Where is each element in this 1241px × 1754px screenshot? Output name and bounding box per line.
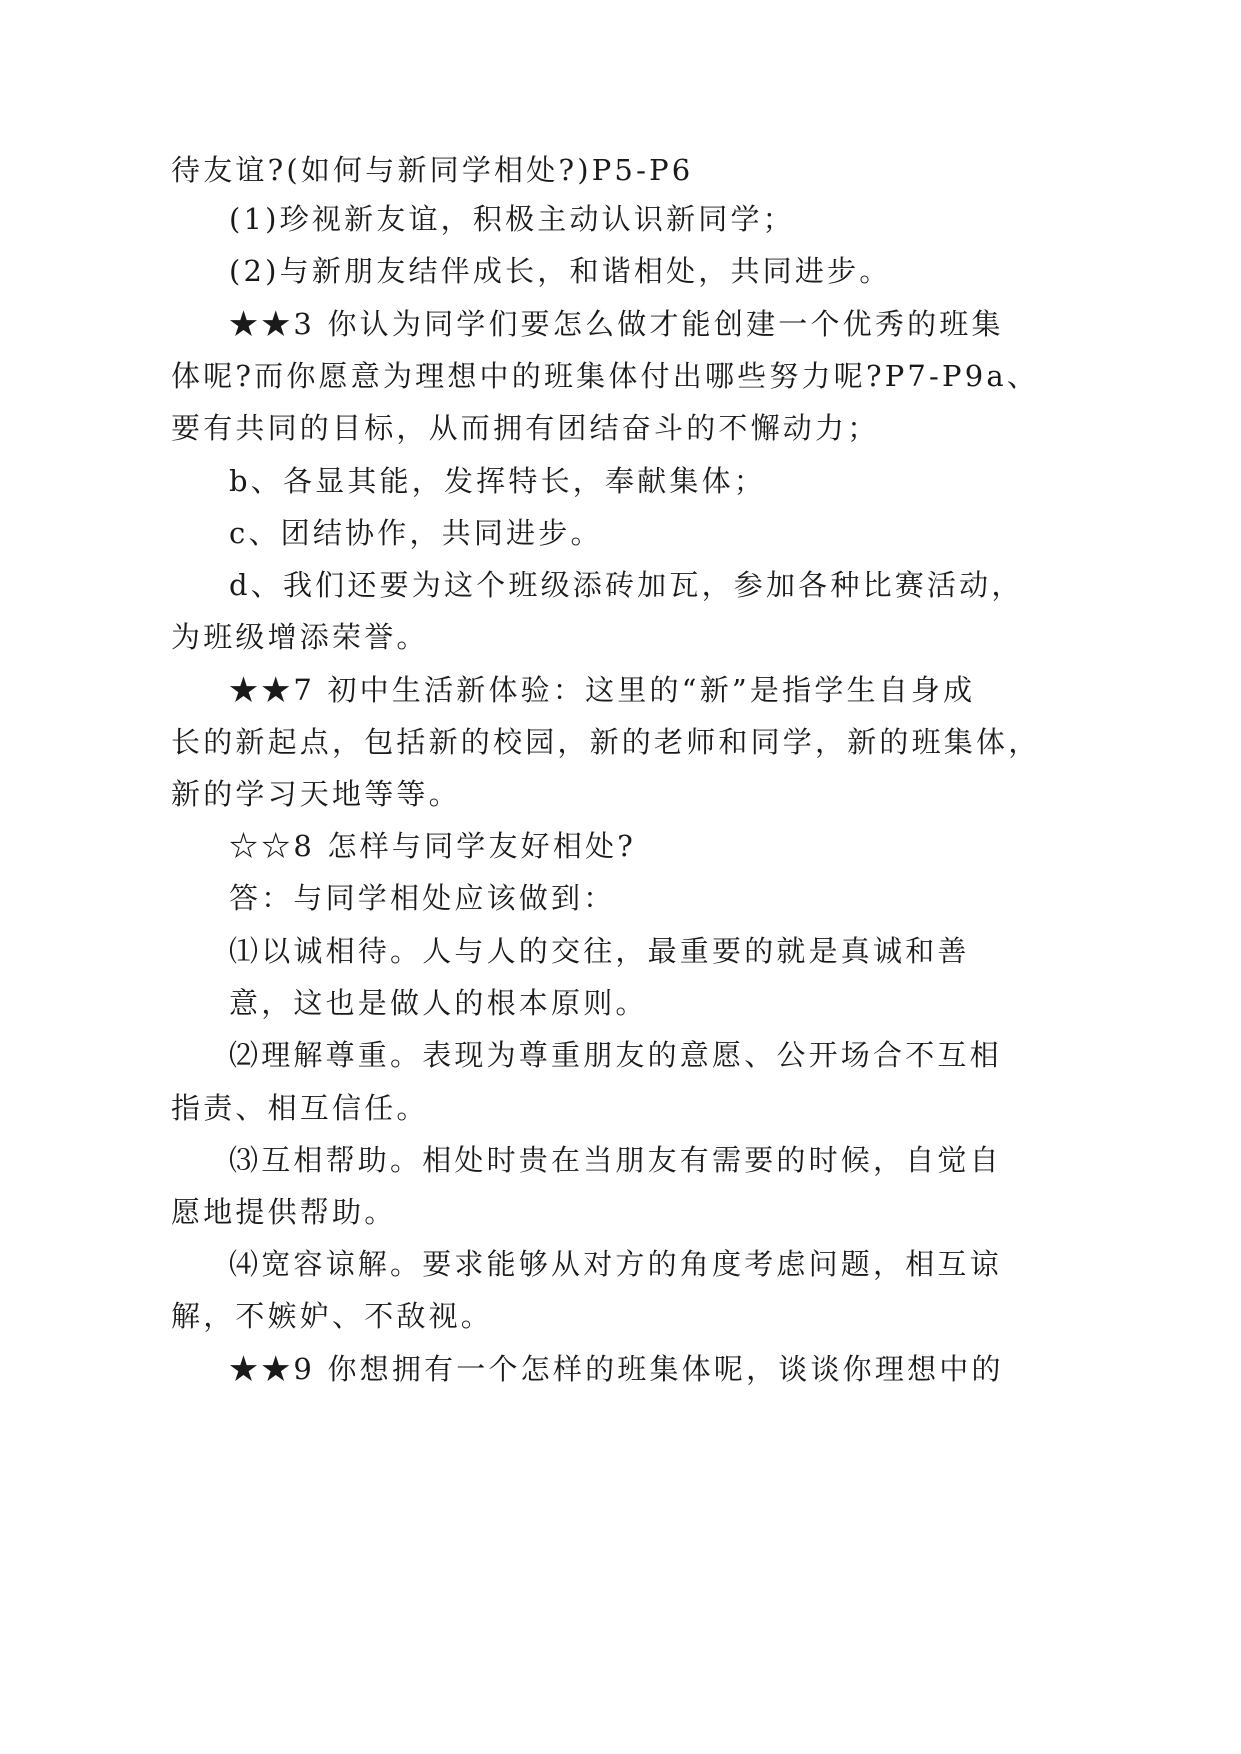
text-line-16: ⑴以诚相待。人与人的交往，最重要的就是真诚和善: [229, 934, 970, 968]
text-line-9: d、我们还要为这个班级添砖加瓦，参加各种比赛活动，: [229, 568, 1024, 602]
text-line-13: 新的学习天地等等。: [171, 777, 461, 811]
text-line-6: 要有共同的目标，从而拥有团结奋斗的不懈动力；: [171, 411, 880, 445]
text-line-17: 意，这也是做人的根本原则。: [229, 986, 648, 1020]
text-line-12: 长的新起点，包括新的校园，新的老师和同学，新的班集体，: [171, 725, 1041, 759]
text-line-14: ☆☆8 怎样与同学友好相处?: [229, 829, 637, 863]
text-line-8: c、团结协作，共同进步。: [229, 516, 603, 550]
text-line-11: ★★7 初中生活新体验：这里的“新”是指学生自身成: [229, 673, 976, 707]
text-line-21: 愿地提供帮助。: [171, 1195, 397, 1229]
text-line-24: ★★9 你想拥有一个怎样的班集体呢，谈谈你理想中的: [229, 1352, 1004, 1386]
text-line-5: 体呢?而你愿意为理想中的班集体付出哪些努力呢?P7-P9a、: [171, 359, 1040, 393]
text-line-23: 解，不嫉妒、不敌视。: [171, 1299, 494, 1333]
text-line-19: 指责、相互信任。: [171, 1091, 429, 1125]
text-line-10: 为班级增添荣誉。: [171, 620, 429, 654]
text-line-2: (1)珍视新友谊，积极主动认识新同学；: [229, 202, 795, 236]
text-line-4: ★★3 你认为同学们要怎么做才能创建一个优秀的班集: [229, 307, 1004, 341]
text-line-20: ⑶互相帮助。相处时贵在当朋友有需要的时候，自觉自: [229, 1143, 1002, 1177]
text-line-15: 答：与同学相处应该做到：: [229, 881, 616, 915]
text-line-22: ⑷宽容谅解。要求能够从对方的角度考虑问题，相互谅: [229, 1247, 1002, 1281]
text-line-7: b、各显其能，发挥特长，奉献集体；: [229, 464, 766, 498]
text-line-1: 待友谊?(如何与新同学相处?)P5-P6: [171, 153, 694, 187]
text-line-3: (2)与新朋友结伴成长，和谐相处，共同进步。: [229, 254, 892, 288]
text-line-18: ⑵理解尊重。表现为尊重朋友的意愿、公开场合不互相: [229, 1038, 1002, 1072]
